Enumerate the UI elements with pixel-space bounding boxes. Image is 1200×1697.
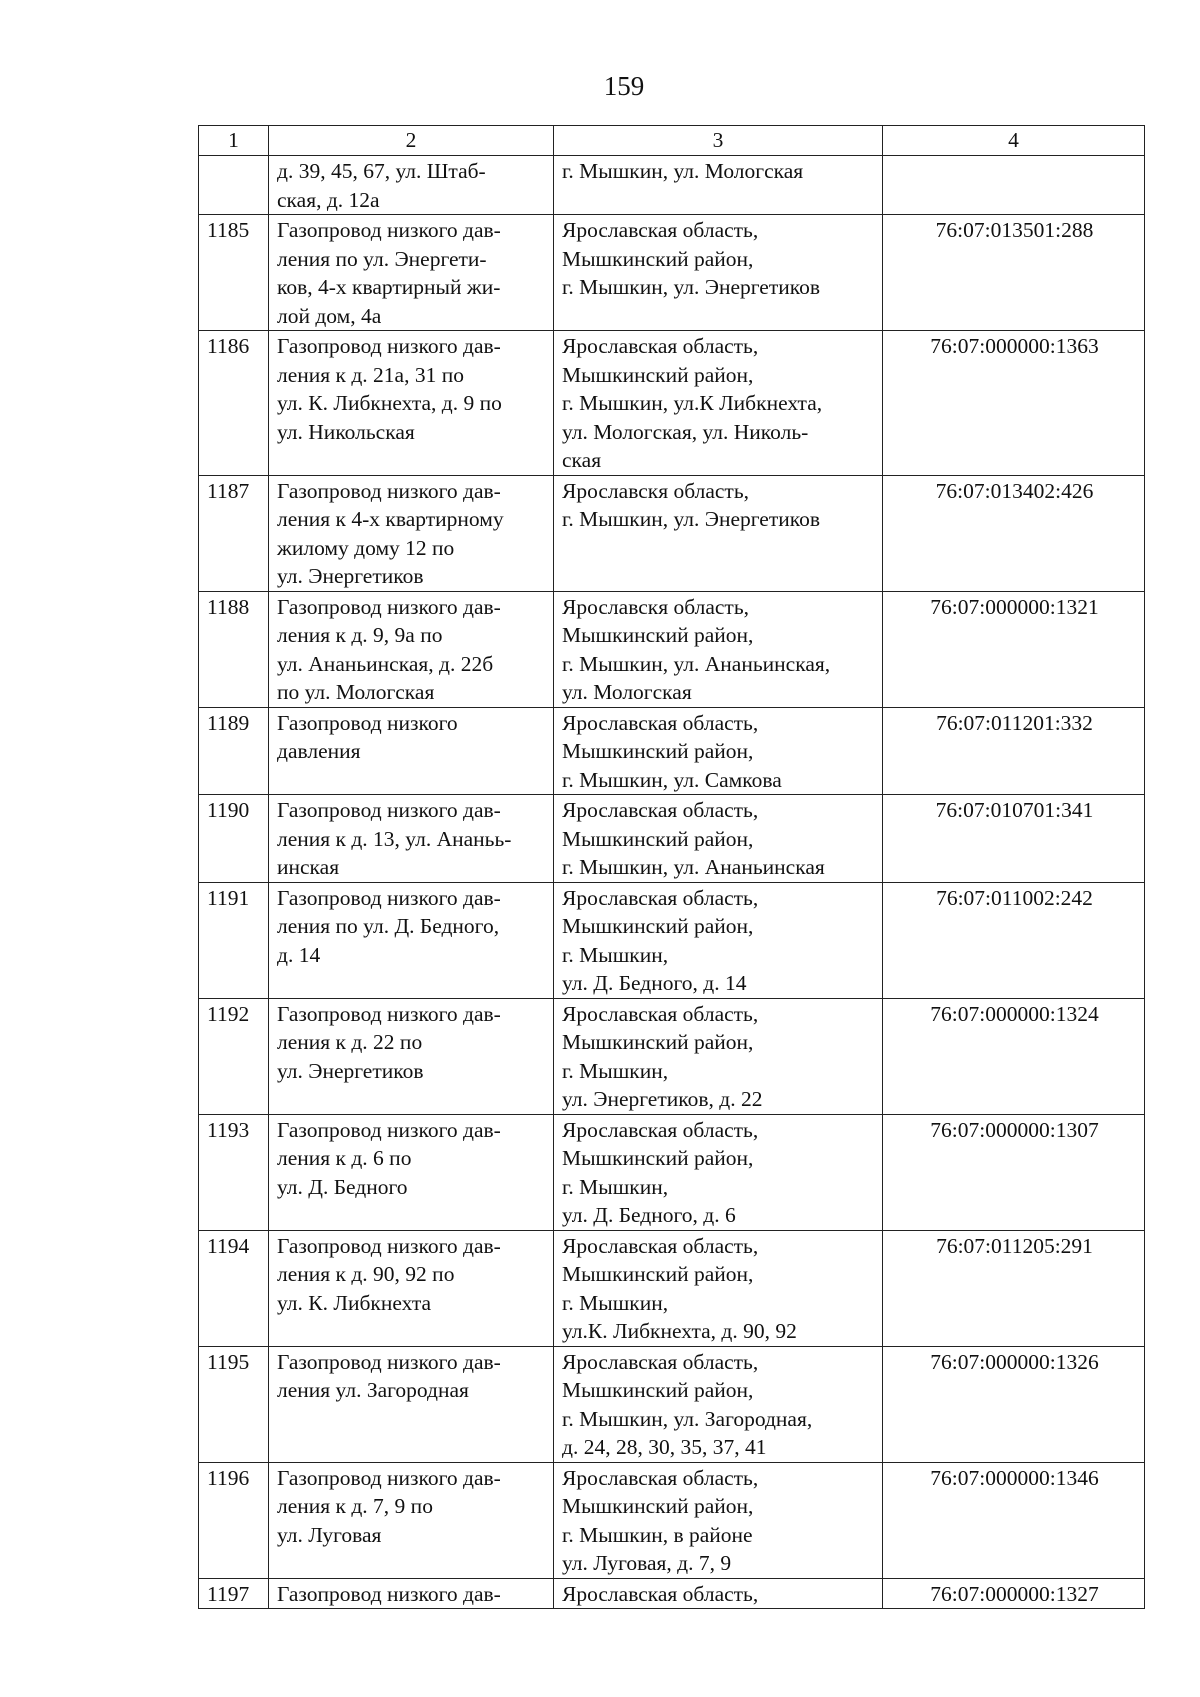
- table-row: [199, 1462, 1145, 1578]
- object-name: Газопровод низкого дав- ления к д. 7, 9 по ул. Луговая: [269, 1462, 554, 1578]
- table-header: [199, 126, 1145, 156]
- header-col-4: 4: [883, 126, 1145, 156]
- row-number: 1196: [199, 1462, 269, 1578]
- object-name: Газопровод низкого дав- ления к д. 6 по ул. Д. Бедного: [269, 1114, 554, 1230]
- cadastral-number: 76:07:011205:291: [883, 1230, 1145, 1346]
- row-number: [199, 156, 269, 215]
- table-row: [199, 882, 1145, 998]
- object-address: Ярославская область, Мышкинский район, г. Мышкин, ул. Загородная, д. 24, 28, 30, 35, 37, 41: [554, 1346, 883, 1462]
- object-address: Ярославская область, Мышкинский район, г. Мышкин, ул.К Либкнехта, ул. Мологская, ул. Николь- ская: [554, 331, 883, 476]
- table-row: [199, 156, 1145, 215]
- object-address: Ярославская область, Мышкинский район, г. Мышкин, ул. Д. Бедного, д. 14: [554, 882, 883, 998]
- row-number: 1185: [199, 215, 269, 331]
- object-name: Газопровод низкого дав- ления к д. 13, ул. Ананьь- инская: [269, 795, 554, 883]
- object-address: Ярославская область, Мышкинский район, г. Мышкин, в районе ул. Луговая, д. 7, 9: [554, 1462, 883, 1578]
- row-number: 1190: [199, 795, 269, 883]
- table-body: [199, 156, 1145, 1609]
- header-row: [199, 126, 1145, 156]
- object-name: д. 39, 45, 67, ул. Штаб- ская, д. 12а: [269, 156, 554, 215]
- object-name: Газопровод низкого дав- ления по ул. Д. Бедного, д. 14: [269, 882, 554, 998]
- object-name: Газопровод низкого дав- ления к д. 22 по ул. Энергетиков: [269, 998, 554, 1114]
- row-number: 1194: [199, 1230, 269, 1346]
- cadastral-number: 76:07:000000:1326: [883, 1346, 1145, 1462]
- cadastral-number: 76:07:011201:332: [883, 707, 1145, 795]
- object-name: Газопровод низкого дав- ления к д. 90, 92 по ул. К. Либкнехта: [269, 1230, 554, 1346]
- table-row: [199, 795, 1145, 883]
- object-address: Ярославскя область, г. Мышкин, ул. Энергетиков: [554, 475, 883, 591]
- object-name: Газопровод низкого дав- ления к д. 21а, 31 по ул. К. Либкнехта, д. 9 по ул. Никольская: [269, 331, 554, 476]
- row-number: 1189: [199, 707, 269, 795]
- page-number: 159: [603, 71, 645, 101]
- object-name: Газопровод низкого дав- ления к 4-х квартирному жилому дому 12 по ул. Энергетиков: [269, 475, 554, 591]
- cadastral-number: 76:07:013501:288: [883, 215, 1145, 331]
- object-name: Газопровод низкого дав- ления ул. Загородная: [269, 1346, 554, 1462]
- row-number: 1187: [199, 475, 269, 591]
- cadastral-number: 76:07:010701:341: [883, 795, 1145, 883]
- cadastral-number: 76:07:000000:1363: [883, 331, 1145, 476]
- table-row: [199, 475, 1145, 591]
- table-row: [199, 591, 1145, 707]
- cadastral-number: 76:07:000000:1324: [883, 998, 1145, 1114]
- object-address: Ярославская область,: [554, 1578, 883, 1609]
- row-number: 1191: [199, 882, 269, 998]
- table-row: [199, 331, 1145, 476]
- row-number: 1192: [199, 998, 269, 1114]
- row-number: 1188: [199, 591, 269, 707]
- object-name: Газопровод низкого давления: [269, 707, 554, 795]
- object-address: Ярославская область, Мышкинский район, г. Мышкин, ул. Ананьинская: [554, 795, 883, 883]
- row-number: 1193: [199, 1114, 269, 1230]
- header-col-2: 2: [269, 126, 554, 156]
- object-address: Ярославскя область, Мышкинский район, г. Мышкин, ул. Ананьинская, ул. Мологская: [554, 591, 883, 707]
- object-address: Ярославская область, Мышкинский район, г. Мышкин, ул. Энергетиков, д. 22: [554, 998, 883, 1114]
- row-number: 1186: [199, 331, 269, 476]
- object-name: Газопровод низкого дав- ления по ул. Энергети- ков, 4-х квартирный жи- лой дом, 4а: [269, 215, 554, 331]
- cadastral-number: 76:07:011002:242: [883, 882, 1145, 998]
- object-name: Газопровод низкого дав- ления к д. 9, 9а по ул. Ананьинская, д. 22б по ул. Мологская: [269, 591, 554, 707]
- row-number: 1195: [199, 1346, 269, 1462]
- header-col-3: 3: [554, 126, 883, 156]
- table-row: [199, 1578, 1145, 1609]
- cadastral-number: 76:07:013402:426: [883, 475, 1145, 591]
- cadastral-number: 76:07:000000:1346: [883, 1462, 1145, 1578]
- cadastral-number: 76:07:000000:1327: [883, 1578, 1145, 1609]
- table-row: [199, 1114, 1145, 1230]
- object-address: Ярославская область, Мышкинский район, г. Мышкин, ул. Д. Бедного, д. 6: [554, 1114, 883, 1230]
- cadastral-number: 76:07:000000:1321: [883, 591, 1145, 707]
- object-address: Ярославская область, Мышкинский район, г. Мышкин, ул.К. Либкнехта, д. 90, 92: [554, 1230, 883, 1346]
- row-number: 1197: [199, 1578, 269, 1609]
- object-address: г. Мышкин, ул. Мологская: [554, 156, 883, 215]
- cadastral-number: [883, 156, 1145, 215]
- table-row: [199, 998, 1145, 1114]
- header-col-1: 1: [199, 126, 269, 156]
- object-name: Газопровод низкого дав-: [269, 1578, 554, 1609]
- table-row: [199, 1346, 1145, 1462]
- table-row: [199, 707, 1145, 795]
- table-row: [199, 1230, 1145, 1346]
- cadastral-number: 76:07:000000:1307: [883, 1114, 1145, 1230]
- table-row: [199, 215, 1145, 331]
- object-address: Ярославская область, Мышкинский район, г. Мышкин, ул. Самкова: [554, 707, 883, 795]
- gas-pipeline-register-table: [198, 125, 1145, 1609]
- object-address: Ярославская область, Мышкинский район, г. Мышкин, ул. Энергетиков: [554, 215, 883, 331]
